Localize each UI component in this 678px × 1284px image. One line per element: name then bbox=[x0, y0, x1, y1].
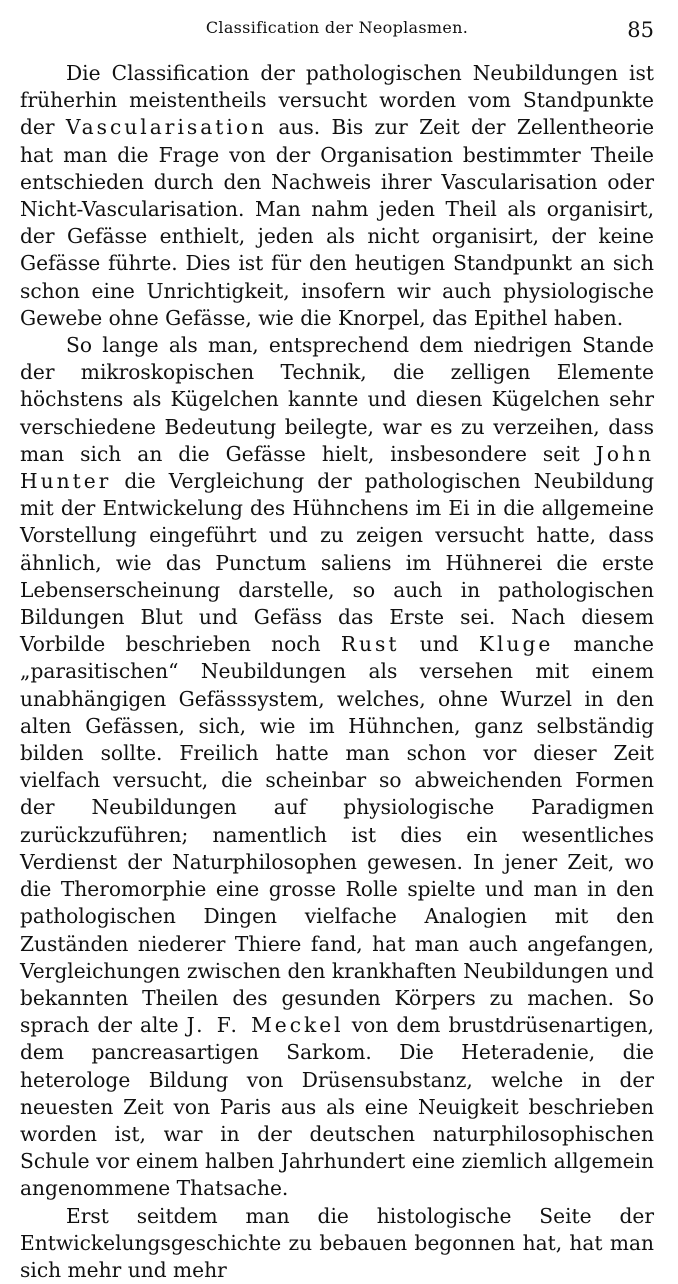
text-run: Die Classification der pathologischen Neubildungen ist früherhin meistentheils versucht worden vom Standpunkte der bbox=[20, 61, 654, 140]
text-run: aus. Bis zur Zeit der Zellentheorie hat man die Frage von der Organisation bestimmter Theile entschieden durch den Nachweis ihrer Vascularisation oder Nicht-Vascularisation. Man nahm jeden Theil als organisirt, der Gefässe enthielt, jeden als nicht organisirt, der keine Gefässe führte. Dies ist für den heutigen Standpunkt an sich schon eine Unrichtigkeit, insofern wir auch physiologische Gewebe ohne Gefässe, wie die Knorpel, das Epithel haben. bbox=[20, 115, 655, 330]
body-text bbox=[20, 60, 654, 1284]
paragraph-1 bbox=[20, 60, 654, 332]
text-run: die Vergleichung der pathologischen Neubildung mit der Entwickelung des Hühnchens im Ei in die allgemeine Vorstellung eingeführt und zu zeigen versucht hatte, dass ähnlich, wie das Punctum saliens im Hühnerei die erste Lebenserscheinung darstelle, so auch in pathologischen Bildungen Blut und Gefäss das Erste sei. Nach diesem Vorbilde beschrieben noch bbox=[20, 469, 654, 657]
text-run: So lange als man, entsprechend dem niedrigen Stande der mikroskopischen Technik, die zelligen Elemente höchstens als Kügelchen kannte und diesen Kügelchen sehr verschiedene Bedeutung beilegte, war es zu verzeihen, dass man sich an die Gefässe hielt, insbesondere seit bbox=[20, 333, 654, 466]
spaced-name: Rust bbox=[340, 632, 400, 657]
page-number: 85 bbox=[627, 18, 654, 42]
spaced-name: Vascularisation bbox=[65, 115, 268, 140]
text-run: manche „parasitischen“ Neubildungen als versehen mit einem unabhängigen Gefässsystem, welches, ohne Wurzel in den alten Gefässen, sich, wie im Hühnchen, ganz selbständig bilden sollte. Freilich hatte man schon vor dieser Zeit vielfach versucht, die scheinbar so abweichenden Formen der Neubildungen auf physiologische Paradigmen zurückzuführen; namentlich ist dies ein wesentliches Verdienst der Naturphilosophen gewesen. In jener Zeit, wo die Theromorphie eine grosse Rolle spielte und man in den pathologischen Dingen vielfache Analogien mit den Zuständen niederer Thiere fand, hat man auch angefangen, Vergleichungen zwischen den krankhaften Neubildungen und bekannten Theilen des gesunden Körpers zu machen. So sprach der alte bbox=[20, 632, 654, 1038]
spaced-name: J. F. Meckel bbox=[186, 1013, 344, 1038]
running-head: Classification der Neoplasmen. bbox=[205, 18, 469, 37]
spaced-name: Kluge bbox=[478, 632, 554, 657]
paragraph-2 bbox=[20, 332, 654, 1203]
page-header bbox=[20, 0, 654, 60]
text-run: Erst seitdem man die histologische Seite der Entwickelungsgeschichte zu bebauen begonnen hat, hat man sich mehr und mehr bbox=[20, 1203, 654, 1282]
paragraph-3 bbox=[20, 1203, 654, 1284]
spaced-name: John Hunter bbox=[20, 441, 654, 494]
text-run: von dem brustdrüsenartigen, dem pancreasartigen Sarkom. Die Heteradenie, die heterologe Bildung von Drüsensubstanz, welche in der neuesten Zeit von Paris aus als eine Neuigkeit beschrieben worden ist, war in der deutschen naturphilosophischen Schule vor einem halben Jahrhundert eine ziemlich allgemein angenommene Thatsache. bbox=[20, 1013, 654, 1201]
text-run: und bbox=[399, 632, 479, 657]
